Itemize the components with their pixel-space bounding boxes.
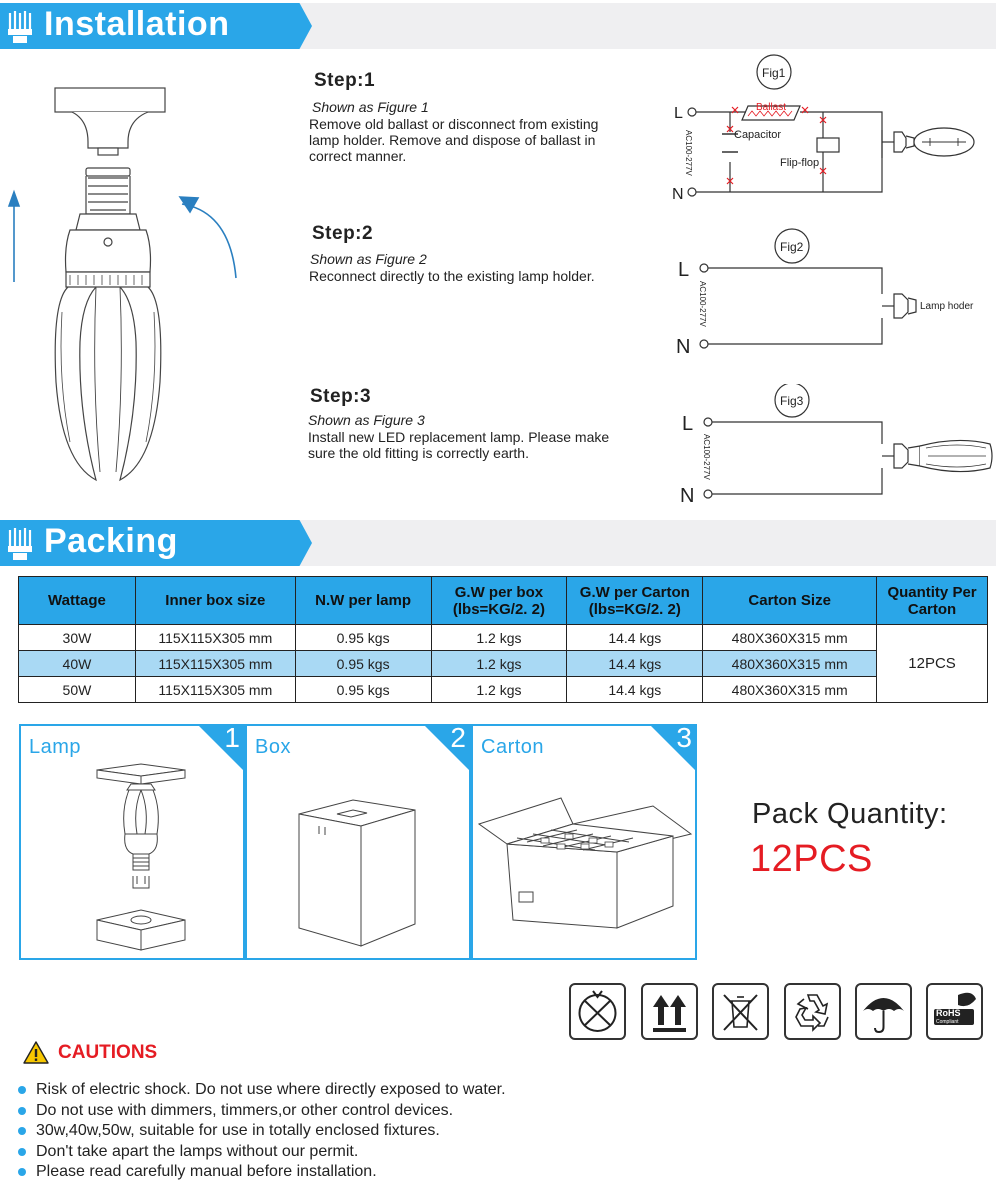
fig3-voltage: AC100-277V — [702, 434, 711, 480]
rohs-text: RoHS — [936, 1008, 961, 1018]
bullet-icon — [18, 1086, 26, 1094]
header-quantity-line: Quantity Per — [887, 583, 977, 601]
cell-quantity: 12PCS — [877, 625, 988, 703]
warning-icon — [22, 1040, 50, 1065]
weee-bin-icon — [712, 983, 769, 1040]
fig3-label: Fig3 — [780, 394, 804, 408]
rohs-subtext: Compliant — [936, 1019, 959, 1025]
header-inner-box: Inner box size — [135, 577, 295, 625]
panel-carton-label: Carton — [481, 736, 545, 758]
panel-lamp — [19, 724, 245, 960]
cell-nw: 0.95 kgs — [295, 651, 431, 677]
caution-text: Risk of electric shock. Do not use where directly exposed to water. — [36, 1081, 506, 1098]
header-quantity — [877, 577, 988, 625]
panel-carton-number: 3 — [676, 722, 692, 753]
table-row — [19, 677, 988, 703]
step3-line: Install new LED replacement lamp. Please make — [308, 429, 610, 445]
fig3-l-terminal: L — [682, 413, 694, 435]
header-gw-box-line: G.W per box — [454, 583, 544, 601]
cell-nw: 0.95 kgs — [295, 677, 431, 703]
fig1-l-terminal: L — [674, 105, 683, 122]
pack-quantity-label: Pack Quantity: — [752, 798, 948, 830]
table-header-row — [19, 577, 988, 625]
rohs-icon — [926, 983, 983, 1040]
header-carton-size: Carton Size — [703, 577, 877, 625]
panel-box-label: Box — [255, 736, 291, 758]
bullet-icon — [18, 1148, 26, 1156]
step2-caption: Shown as Figure 2 — [310, 251, 427, 267]
packing-table — [18, 576, 988, 703]
caution-text: Please read carefully manual before installation. — [36, 1163, 377, 1181]
header-quantity-line: Carton — [907, 600, 957, 618]
cell-wattage: 40W — [19, 651, 136, 677]
step1-line: Remove old ballast or disconnect from existing — [309, 116, 599, 132]
cautions-title: CAUTIONS — [58, 1042, 158, 1063]
header-gw-carton-line: G.W per Carton — [579, 583, 690, 601]
list-item — [18, 1101, 506, 1122]
header-gw-box-line: (lbs=KG/2. 2) — [452, 600, 545, 618]
keep-dry-icon — [855, 983, 912, 1040]
header-gw-carton-line: (lbs=KG/2. 2) — [588, 600, 681, 618]
step3-title: Step:3 — [310, 386, 372, 407]
fig2-l-terminal: L — [678, 259, 690, 281]
figure3-diagram — [668, 384, 998, 508]
fig1-voltage: AC100-277V — [684, 130, 693, 176]
step1-title: Step:1 — [314, 70, 376, 91]
packing-title: Packing — [44, 522, 178, 560]
box-pack-illustration — [297, 796, 427, 956]
step2-text — [309, 268, 595, 284]
cell-inner-box: 115X115X305 mm — [135, 677, 295, 703]
lamp-pack-illustration — [91, 760, 191, 956]
step2-title: Step:2 — [312, 223, 374, 244]
header-grey-band — [300, 3, 996, 49]
do-not-crush-icon — [569, 983, 626, 1040]
step3-caption: Shown as Figure 3 — [308, 412, 425, 428]
figure1-diagram — [668, 54, 998, 214]
fig3-n-terminal: N — [680, 485, 695, 507]
this-way-up-icon — [641, 983, 698, 1040]
panel-lamp-number: 1 — [224, 722, 240, 753]
cell-inner-box: 115X115X305 mm — [135, 625, 295, 651]
list-item — [18, 1080, 506, 1101]
cell-gw-box: 1.2 kgs — [431, 651, 567, 677]
panel-box-number: 2 — [450, 722, 466, 753]
cell-nw: 0.95 kgs — [295, 625, 431, 651]
table-row — [19, 651, 988, 677]
fig1-ballast-label: Ballast — [756, 102, 787, 113]
fig2-label: Fig2 — [780, 240, 804, 254]
cell-wattage: 50W — [19, 677, 136, 703]
figure2-diagram — [668, 226, 988, 360]
caution-text: 30w,40w,50w, suitable for use in totally enclosed fixtures. — [36, 1122, 440, 1140]
lamp-install-illustration — [0, 82, 290, 492]
caution-text: Do not use with dimmers, timmers,or other control devices. — [36, 1101, 454, 1119]
cell-carton-size: 480X360X315 mm — [703, 677, 877, 703]
bullet-icon — [18, 1127, 26, 1135]
step3-line: sure the old fitting is correctly earth. — [308, 445, 529, 461]
bullet-icon — [18, 1168, 26, 1176]
step3-text — [308, 429, 609, 461]
step2-line: Reconnect directly to the existing lamp holder. — [309, 268, 595, 284]
lamp-logo-icon — [4, 9, 36, 45]
cell-gw-carton: 14.4 kgs — [567, 677, 703, 703]
recycle-icon — [784, 983, 841, 1040]
cell-gw-carton: 14.4 kgs — [567, 651, 703, 677]
list-item — [18, 1162, 506, 1183]
cell-wattage: 30W — [19, 625, 136, 651]
fig1-flipflop-label: Flip-flop — [780, 157, 820, 169]
list-item — [18, 1121, 506, 1142]
cautions-list — [18, 1080, 506, 1183]
step1-text — [309, 116, 598, 164]
pack-quantity-value: 12PCS — [750, 838, 873, 880]
installation-section-header — [0, 3, 1000, 49]
fig1-label: Fig1 — [762, 66, 786, 80]
cell-inner-box: 115X115X305 mm — [135, 651, 295, 677]
bullet-icon — [18, 1107, 26, 1115]
fig2-holder-label: Lamp hoder — [920, 301, 974, 312]
panel-carton — [471, 724, 697, 960]
table-row — [19, 625, 988, 651]
list-item — [18, 1142, 506, 1163]
lamp-logo-icon — [4, 526, 36, 562]
fig2-voltage: AC100-277V — [698, 281, 707, 327]
caution-text: Don't take apart the lamps without our permit. — [36, 1142, 359, 1160]
panel-lamp-label: Lamp — [29, 736, 82, 758]
step1-line: correct manner. — [309, 148, 407, 164]
cell-carton-size: 480X360X315 mm — [703, 651, 877, 677]
header-gw-carton — [567, 577, 703, 625]
cell-carton-size: 480X360X315 mm — [703, 625, 877, 651]
step1-line: lamp holder. Remove and dispose of ballast in — [309, 132, 596, 148]
header-nw: N.W per lamp — [295, 577, 431, 625]
header-gw-box — [431, 577, 567, 625]
carton-pack-illustration — [477, 794, 697, 944]
header-wattage: Wattage — [19, 577, 136, 625]
installation-title: Installation — [44, 5, 230, 43]
panel-box — [245, 724, 471, 960]
cell-gw-box: 1.2 kgs — [431, 677, 567, 703]
packing-section-header — [0, 520, 1000, 566]
fig1-n-terminal: N — [672, 186, 684, 203]
fig1-capacitor-label: Capacitor — [734, 129, 782, 141]
cell-gw-carton: 14.4 kgs — [567, 625, 703, 651]
cell-gw-box: 1.2 kgs — [431, 625, 567, 651]
step1-caption: Shown as Figure 1 — [312, 99, 429, 115]
header-grey-band — [300, 520, 996, 566]
fig2-n-terminal: N — [676, 336, 691, 358]
